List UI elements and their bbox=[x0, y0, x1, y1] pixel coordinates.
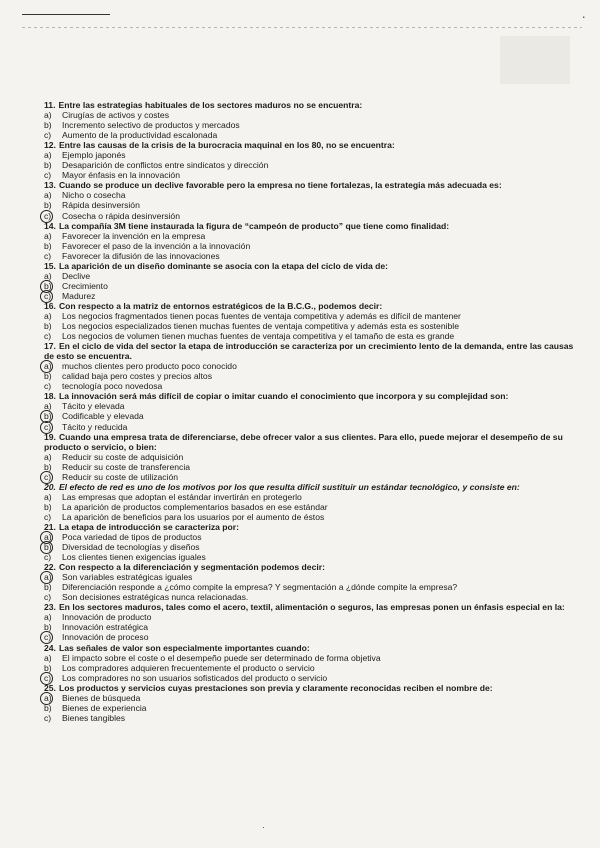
answer-option bbox=[44, 512, 574, 522]
answer-option bbox=[44, 632, 574, 642]
option-text: Declive bbox=[62, 270, 91, 281]
circled-option-letter: c) bbox=[44, 632, 62, 642]
answer-option bbox=[44, 582, 574, 592]
answer-option bbox=[44, 190, 574, 200]
option-letter: a) bbox=[44, 451, 52, 462]
exam-questions bbox=[44, 100, 574, 723]
question-number: 21. bbox=[44, 521, 56, 532]
answer-option bbox=[44, 291, 574, 301]
circled-option-letter: a) bbox=[44, 361, 62, 371]
question-statement: Con respecto a la diferenciación y segmentación podemos decir: bbox=[58, 562, 325, 573]
option-text: Los compradores no son usuarios sofisticados del producto o servicio bbox=[62, 672, 328, 683]
question-block bbox=[44, 180, 574, 220]
question-text bbox=[44, 261, 574, 271]
option-text: Bienes tangibles bbox=[62, 712, 126, 723]
answer-option bbox=[44, 150, 574, 160]
question-statement: La aparición de un diseño dominante se asocia con la etapa del ciclo de vida de: bbox=[58, 260, 388, 271]
option-letter: c) bbox=[44, 552, 52, 563]
question-text bbox=[44, 180, 574, 190]
option-text: Aumento de la productividad escalonada bbox=[62, 130, 218, 141]
question-block bbox=[44, 643, 574, 683]
question-number: 20. bbox=[44, 481, 56, 492]
option-text: Los negocios de volumen tienen muchas fuentes de ventaja competitiva y el tamaño de esta es grande bbox=[62, 331, 455, 342]
page-mark: · bbox=[262, 822, 265, 832]
question-statement: En los sectores maduros, tales como el acero, textil, alimentación o seguros, las empresas ponen un énfasis especial en la: bbox=[58, 602, 565, 613]
question-text bbox=[44, 683, 574, 693]
answer-option bbox=[44, 160, 574, 170]
question-statement: El efecto de red es uno de los motivos por los que resulta difícil sustituir un estándar tecnológico, y consiste en: bbox=[58, 481, 520, 492]
answer-option bbox=[44, 462, 574, 472]
question-block bbox=[44, 341, 574, 391]
option-letter: c) bbox=[44, 170, 52, 181]
question-block bbox=[44, 602, 574, 642]
option-text: Bienes de experiencia bbox=[62, 702, 147, 713]
answer-option bbox=[44, 110, 574, 120]
question-number: 19. bbox=[44, 431, 56, 442]
option-text: Incremento selectivo de productos y mercados bbox=[62, 120, 240, 131]
option-letter: c) bbox=[44, 250, 52, 261]
question-number: 25. bbox=[44, 682, 56, 693]
question-block bbox=[44, 482, 574, 522]
option-text: Codificable y elevada bbox=[62, 411, 144, 422]
circled-option-letter: b) bbox=[44, 542, 62, 552]
question-text bbox=[44, 482, 574, 492]
option-letter: c) bbox=[44, 381, 52, 392]
option-text: Favorecer el paso de la invención a la innovación bbox=[62, 240, 251, 251]
answer-option bbox=[44, 371, 574, 381]
question-text bbox=[44, 341, 574, 361]
answer-option bbox=[44, 663, 574, 673]
option-text: Cosecha o rápida desinversión bbox=[62, 210, 180, 221]
option-text: La aparición de productos complementarios basados en ese estándar bbox=[62, 501, 328, 512]
circled-option-letter: c) bbox=[44, 673, 62, 683]
option-letter: c) bbox=[44, 511, 52, 522]
option-letter: b) bbox=[44, 240, 52, 251]
answer-option bbox=[44, 381, 574, 391]
question-text bbox=[44, 221, 574, 231]
bleed-through-shade bbox=[500, 36, 570, 84]
question-number: 23. bbox=[44, 602, 56, 613]
option-letter: b) bbox=[44, 371, 52, 382]
answer-option bbox=[44, 452, 574, 462]
question-number: 12. bbox=[44, 140, 56, 151]
answer-option bbox=[44, 542, 574, 552]
question-statement: Las señales de valor son especialmente importantes cuando: bbox=[58, 642, 310, 653]
question-number: 14. bbox=[44, 220, 56, 231]
answer-option bbox=[44, 251, 574, 261]
option-text: Los clientes tienen exigencias iguales bbox=[62, 552, 206, 563]
question-block bbox=[44, 432, 574, 482]
answer-option bbox=[44, 170, 574, 180]
answer-option bbox=[44, 411, 574, 421]
option-letter: b) bbox=[44, 120, 52, 131]
option-text: Las empresas que adoptan el estándar invertirán en protegerlo bbox=[62, 491, 302, 502]
answer-option bbox=[44, 422, 574, 432]
option-letter: b) bbox=[44, 160, 52, 171]
circled-option-letter: b) bbox=[44, 411, 62, 421]
option-letter: b) bbox=[44, 321, 52, 332]
question-statement: La etapa de introducción se caracteriza por: bbox=[58, 521, 239, 532]
answer-option bbox=[44, 653, 574, 663]
option-text: Tácito y reducida bbox=[62, 421, 128, 432]
option-letter: a) bbox=[44, 230, 52, 241]
question-number: 17. bbox=[44, 341, 56, 352]
option-text: Madurez bbox=[62, 290, 96, 301]
option-text: Bienes de búsqueda bbox=[62, 692, 141, 703]
answer-option bbox=[44, 281, 574, 291]
option-text: Mayor énfasis en la innovación bbox=[62, 170, 180, 181]
answer-option bbox=[44, 693, 574, 703]
answer-option bbox=[44, 321, 574, 331]
circled-option-letter: a) bbox=[44, 572, 62, 582]
option-text: Rápida desinversión bbox=[62, 200, 140, 211]
circled-option-letter: b) bbox=[44, 281, 62, 291]
option-text: Desaparición de conflictos entre sindicatos y dirección bbox=[62, 160, 269, 171]
question-number: 22. bbox=[44, 562, 56, 573]
circled-option-letter: a) bbox=[44, 532, 62, 542]
circled-option-letter: c) bbox=[44, 291, 62, 301]
question-number: 15. bbox=[44, 260, 56, 271]
question-text bbox=[44, 522, 574, 532]
scan-dotted-rule bbox=[22, 27, 582, 28]
option-text: muchos clientes pero producto poco conocido bbox=[62, 361, 237, 372]
question-statement: Cuando una empresa trata de diferenciarse, debe ofrecer valor a sus clientes. Para ello, puede mejorar el desempeño de su producto o servicio, o bien: bbox=[44, 431, 563, 452]
option-text: El impacto sobre el coste o el desempeño puede ser determinado de forma objetiva bbox=[62, 652, 381, 663]
answer-option bbox=[44, 592, 574, 602]
option-letter: c) bbox=[44, 331, 52, 342]
question-statement: La innovación será más difícil de copiar o imitar cuando el conocimiento que incorpora y su complejidad son: bbox=[58, 391, 509, 402]
option-letter: b) bbox=[44, 662, 52, 673]
option-text: Favorecer la difusión de las innovaciones bbox=[62, 250, 220, 261]
question-statement: Entre las causas de la crisis de la burocracia maquinal en los 80, no se encuentra: bbox=[58, 140, 395, 151]
answer-option bbox=[44, 572, 574, 582]
option-text: Son decisiones estratégicas nunca relacionadas. bbox=[62, 592, 249, 603]
option-letter: c) bbox=[44, 592, 52, 603]
answer-option bbox=[44, 532, 574, 542]
option-letter: b) bbox=[44, 461, 52, 472]
option-letter: c) bbox=[44, 712, 52, 723]
corner-mark: · bbox=[581, 8, 586, 24]
option-text: Innovación estratégica bbox=[62, 622, 148, 633]
question-text bbox=[44, 140, 574, 150]
option-text: Son variables estratégicas iguales bbox=[62, 572, 193, 583]
option-letter: c) bbox=[44, 130, 52, 141]
question-block bbox=[44, 683, 574, 723]
option-text: Los compradores adquieren frecuentemente el producto o servicio bbox=[62, 662, 315, 673]
question-statement: En el ciclo de vida del sector la etapa de introducción se caracteriza por un crecimiento lento de la demanda, entre las causas de esto se encuentra. bbox=[44, 341, 574, 362]
option-text: Favorecer la invención en la empresa bbox=[62, 230, 206, 241]
option-letter: a) bbox=[44, 150, 52, 161]
option-text: Nicho o cosecha bbox=[62, 190, 126, 201]
answer-option bbox=[44, 311, 574, 321]
question-text bbox=[44, 602, 574, 612]
option-text: Innovación de producto bbox=[62, 612, 152, 623]
option-text: Diferenciación responde a ¿cómo compite la empresa? Y segmentación a ¿dónde compite la empresa? bbox=[62, 582, 458, 593]
question-text bbox=[44, 301, 574, 311]
option-text: Los negocios especializados tienen muchas fuentes de ventaja competitiva y además esta es sostenible bbox=[62, 321, 459, 332]
question-block bbox=[44, 301, 574, 341]
option-text: Reducir su coste de transferencia bbox=[62, 461, 191, 472]
answer-option bbox=[44, 211, 574, 221]
option-text: Ejemplo japonés bbox=[62, 150, 126, 161]
option-letter: b) bbox=[44, 582, 52, 593]
answer-option bbox=[44, 612, 574, 622]
circled-option-letter: c) bbox=[44, 211, 62, 221]
circled-option-letter: c) bbox=[44, 422, 62, 432]
option-text: tecnología poco novedosa bbox=[62, 381, 163, 392]
answer-option bbox=[44, 492, 574, 502]
question-statement: Entre las estrategias habituales de los sectores maduros no se encuentra: bbox=[58, 100, 363, 110]
question-statement: Cuando se produce un declive favorable pero la empresa no tiene fortalezas, la estrategia más adecuada es: bbox=[58, 180, 502, 191]
question-text bbox=[44, 643, 574, 653]
answer-option bbox=[44, 703, 574, 713]
answer-option bbox=[44, 622, 574, 632]
option-letter: b) bbox=[44, 702, 52, 713]
option-text: Tácito y elevada bbox=[62, 401, 125, 412]
answer-option bbox=[44, 120, 574, 130]
option-letter: b) bbox=[44, 622, 52, 633]
question-number: 18. bbox=[44, 391, 56, 402]
answer-option bbox=[44, 331, 574, 341]
question-block bbox=[44, 100, 574, 140]
question-block bbox=[44, 391, 574, 431]
answer-option bbox=[44, 241, 574, 251]
option-letter: a) bbox=[44, 491, 52, 502]
option-text: La aparición de beneficios para los usuarios por el aumento de éstos bbox=[62, 511, 325, 522]
circled-option-letter: c) bbox=[44, 472, 62, 482]
circled-option-letter: a) bbox=[44, 693, 62, 703]
question-block bbox=[44, 261, 574, 301]
question-number: 13. bbox=[44, 180, 56, 191]
answer-option bbox=[44, 271, 574, 281]
question-statement: Los productos y servicios cuyas prestaciones son previa y claramente reconocidas reciben el nombre de: bbox=[58, 682, 493, 693]
option-text: Poca variedad de tipos de productos bbox=[62, 532, 202, 543]
option-text: Diversidad de tecnologías y diseños bbox=[62, 542, 200, 553]
option-letter: a) bbox=[44, 110, 52, 121]
answer-option bbox=[44, 673, 574, 683]
question-block bbox=[44, 221, 574, 261]
answer-option bbox=[44, 231, 574, 241]
scan-top-line bbox=[22, 14, 110, 15]
question-statement: Con respecto a la matriz de entornos estratégicos de la B.C.G., podemos decir: bbox=[58, 300, 383, 311]
answer-option bbox=[44, 200, 574, 210]
option-text: Crecimiento bbox=[62, 280, 108, 291]
question-statement: La compañía 3M tiene instaurada la figura de “campeón de producto” que tiene como finalidad: bbox=[58, 220, 450, 231]
option-text: Cirugías de activos y costes bbox=[62, 110, 169, 121]
question-text bbox=[44, 100, 574, 110]
option-letter: a) bbox=[44, 652, 52, 663]
option-letter: b) bbox=[44, 501, 52, 512]
answer-option bbox=[44, 472, 574, 482]
answer-option bbox=[44, 361, 574, 371]
option-text: Los negocios fragmentados tienen pocas fuentes de ventaja competitiva y además es difícil de mantener bbox=[62, 310, 461, 321]
option-letter: a) bbox=[44, 310, 52, 321]
question-block bbox=[44, 522, 574, 562]
question-text bbox=[44, 562, 574, 572]
question-text bbox=[44, 432, 574, 452]
question-block bbox=[44, 562, 574, 602]
answer-option bbox=[44, 130, 574, 140]
question-number: 24. bbox=[44, 642, 56, 653]
option-text: Reducir su coste de utilización bbox=[62, 471, 179, 482]
option-text: calidad baja pero costes y precios altos bbox=[62, 371, 212, 382]
answer-option bbox=[44, 713, 574, 723]
question-number: 11. bbox=[44, 100, 56, 110]
option-letter: a) bbox=[44, 270, 52, 281]
option-letter: a) bbox=[44, 401, 52, 412]
option-letter: a) bbox=[44, 190, 52, 201]
question-number: 16. bbox=[44, 300, 56, 311]
option-letter: a) bbox=[44, 612, 52, 623]
answer-option bbox=[44, 401, 574, 411]
question-block bbox=[44, 140, 574, 180]
answer-option bbox=[44, 502, 574, 512]
option-text: Reducir su coste de adquisición bbox=[62, 451, 184, 462]
answer-option bbox=[44, 552, 574, 562]
option-text: Innovación de proceso bbox=[62, 632, 149, 643]
option-letter: b) bbox=[44, 200, 52, 211]
question-text bbox=[44, 391, 574, 401]
